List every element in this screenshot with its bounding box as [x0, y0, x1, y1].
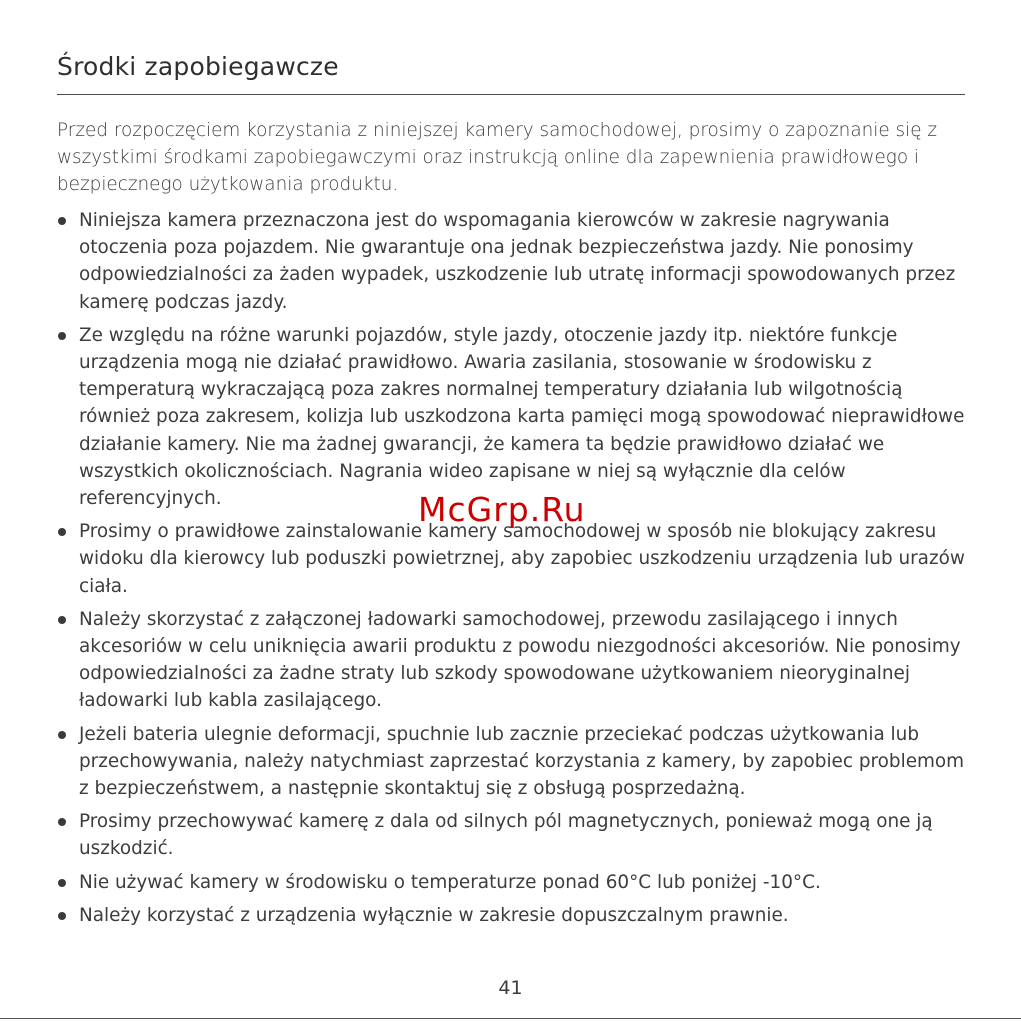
bullet-icon — [58, 818, 66, 826]
list-item — [57, 207, 967, 316]
list-item — [57, 721, 967, 803]
list-item — [57, 808, 967, 862]
list-item — [57, 322, 967, 512]
bullet-icon — [58, 217, 66, 225]
bullet-icon — [58, 879, 66, 887]
bullet-icon — [58, 912, 66, 920]
precautions-list — [57, 207, 967, 935]
list-item-text: Prosimy przechowywać kamerę z dala od silnych pól magnetycznych, ponieważ mogą one ją uszkodzić. — [79, 811, 933, 860]
list-item-text: Należy skorzystać z załączonej ładowarki samochodowej, przewodu zasilającego i innych akcesoriów w celu uniknięcia awarii produktu z powodu niezgodności akcesoriów. Nie ponosimy odpowiedzialności za żadne straty lub szkody spowodowane użytkowaniem nieoryginalnej ładowarki lub kabla zasilającego. — [79, 608, 961, 712]
list-item-text: Niniejsza kamera przeznaczona jest do wspomagania kierowców w zakresie nagrywania otoczenia poza pojazdem. Nie gwarantuje ona jednak bezpieczeństwa jazdy. Nie ponosimy odpowiedzialności za żaden wypadek, uszkodzenie lub utratę informacji spowodowanych przez kamerę podczas jazdy. — [79, 210, 956, 313]
list-item — [57, 606, 967, 715]
bullet-icon — [58, 731, 66, 739]
page-number: 41 — [498, 977, 523, 999]
watermark: McGrp.Ru — [418, 490, 586, 529]
list-item-text: Nie używać kamery w środowisku o temperaturze ponad 60°C lub poniżej -10°C. — [79, 871, 821, 893]
list-item-text: Prosimy o prawidłowe zainstalowanie kamery samochodowej w sposób nie blokujący zakresu widoku dla kierowcy lub poduszki powietrznej, aby zapobiec uszkodzeniu urządzenia lub urazów ciała. — [79, 521, 965, 597]
bullet-icon — [58, 332, 66, 340]
list-item — [57, 902, 967, 929]
intro-paragraph: Przed rozpoczęciem korzystania z niniejszej kamery samochodowej, prosimy o zapoznanie się z wszystkimi środkami zapobiegawczymi oraz instrukcją online dla zapewnienia prawidłowego i bezpiecznego użytkowania produktu. — [57, 120, 938, 196]
list-item-text: Należy korzystać z urządzenia wyłącznie w zakresie dopuszczalnym prawnie. — [79, 904, 789, 926]
footer-divider — [0, 1018, 1021, 1019]
page-title: Środki zapobiegawcze — [57, 52, 339, 81]
list-item — [57, 518, 967, 600]
title-divider — [57, 94, 965, 95]
list-item — [57, 869, 967, 896]
list-item-text: Jeżeli bateria ulegnie deformacji, spuchnie lub zacznie przeciekać podczas użytkowania lub przechowywania, należy natychmiast zaprzestać korzystania z kamery, by zapobiec problemom z bezpieczeństwem, a następnie skontaktuj się z obsługą posprzedażną. — [79, 723, 965, 800]
bullet-icon — [58, 616, 66, 624]
bullet-icon — [58, 528, 66, 536]
list-item-text: Ze względu na różne warunki pojazdów, style jazdy, otoczenie jazdy itp. niektóre funkcje urządzenia mogą nie działać prawidłowo. Awaria zasilania, stosowanie w środowisku z temperaturą wykraczającą poza zakres normalnej temperatury działania lub wilgotnością również poza zakresem, kolizja lub uszkodzona karta pamięci mogą spowodować nieprawidłowe działanie kamery. Nie ma żadnej gwarancji, że kamera ta będzie prawidłowo działać we wszystkich okolicznościach. Nagrania wideo zapisane w niej są wyłącznie dla celów referencyjnych. — [79, 324, 965, 510]
